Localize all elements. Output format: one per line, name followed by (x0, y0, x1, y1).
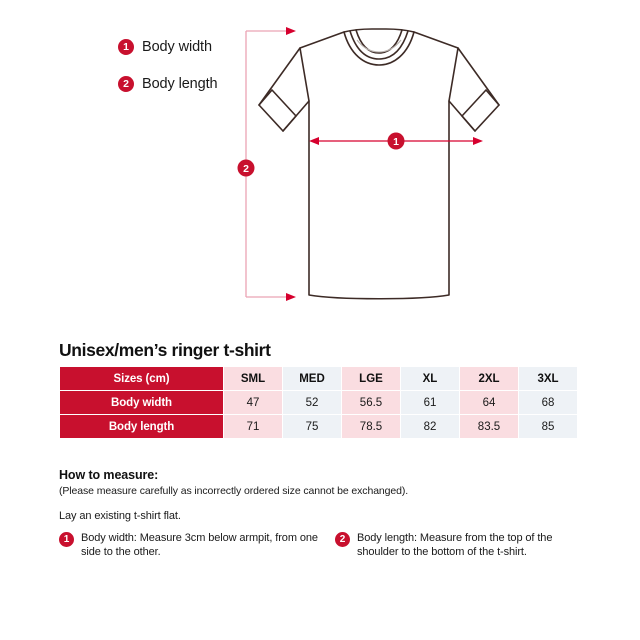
table-cell-body-length-lge: 78.5 (342, 415, 400, 438)
table-col-header-2xl: 2XL (460, 367, 518, 390)
table-row-body-length (60, 415, 577, 438)
table-col-header-med: MED (283, 367, 341, 390)
step-text-body-length: Body length: Measure from the top of the shoulder to the bottom of the t-shirt. (357, 532, 553, 558)
table-cell-body-length-med: 75 (283, 415, 341, 438)
table-cell-body-length-2xl: 83.5 (460, 415, 518, 438)
diagram-marker-width-label: 1 (393, 136, 399, 148)
table-col-header-lge: LGE (342, 367, 400, 390)
width-arrow-right (473, 137, 483, 145)
legend-badge-1: 1 (118, 39, 134, 55)
table-cell-body-width-sml: 47 (224, 391, 282, 414)
length-arrow-bottom (286, 293, 296, 301)
diagram-marker-width (388, 133, 405, 150)
table-row-sizes (60, 367, 577, 390)
table-cell-body-length-3xl: 85 (519, 415, 577, 438)
step-body-length (335, 531, 579, 559)
measurement-legend (118, 33, 218, 98)
step-badge-1: 1 (59, 532, 74, 547)
how-to-measure-note: (Please measure carefully as incorrectly ordered size cannot be exchanged). (59, 485, 409, 497)
table-rowhead-body-length: Body length (60, 415, 223, 438)
table-col-header-3xl: 3XL (519, 367, 577, 390)
table-col-header-xl: XL (401, 367, 459, 390)
page-title: Unisex/men’s ringer t-shirt (59, 340, 271, 360)
how-to-measure-heading: How to measure: (59, 468, 159, 482)
legend-label-body-width: Body width (142, 39, 212, 55)
how-to-measure-lay-flat: Lay an existing t-shirt flat. (59, 510, 181, 522)
table-cell-body-width-2xl: 64 (460, 391, 518, 414)
how-to-measure-section (59, 468, 579, 559)
tshirt-outline (259, 29, 499, 299)
table-rowhead-sizes: Sizes (cm) (60, 367, 223, 390)
table-cell-body-length-sml: 71 (224, 415, 282, 438)
table-cell-body-width-lge: 56.5 (342, 391, 400, 414)
diagram-marker-length-label: 2 (243, 163, 249, 175)
table-col-header-sml: SML (224, 367, 282, 390)
length-arrow-top (286, 27, 296, 35)
legend-item-body-length (118, 70, 218, 98)
table-row-body-width (60, 391, 577, 414)
size-table (59, 366, 578, 439)
table-rowhead-body-width: Body width (60, 391, 223, 414)
legend-badge-2: 2 (118, 76, 134, 92)
table-cell-body-width-3xl: 68 (519, 391, 577, 414)
table-cell-body-width-med: 52 (283, 391, 341, 414)
collar-inner-shade (357, 40, 401, 52)
legend-item-body-width (118, 33, 218, 61)
width-arrow-left (309, 137, 319, 145)
diagram-marker-length (238, 160, 255, 177)
table-cell-body-width-xl: 61 (401, 391, 459, 414)
step-text-body-width: Body width: Measure 3cm below armpit, from one side to the other. (81, 532, 318, 558)
table-cell-body-length-xl: 82 (401, 415, 459, 438)
step-badge-2: 2 (335, 532, 350, 547)
legend-label-body-length: Body length (142, 76, 218, 92)
step-body-width (59, 531, 335, 559)
how-to-measure-steps (59, 531, 579, 559)
